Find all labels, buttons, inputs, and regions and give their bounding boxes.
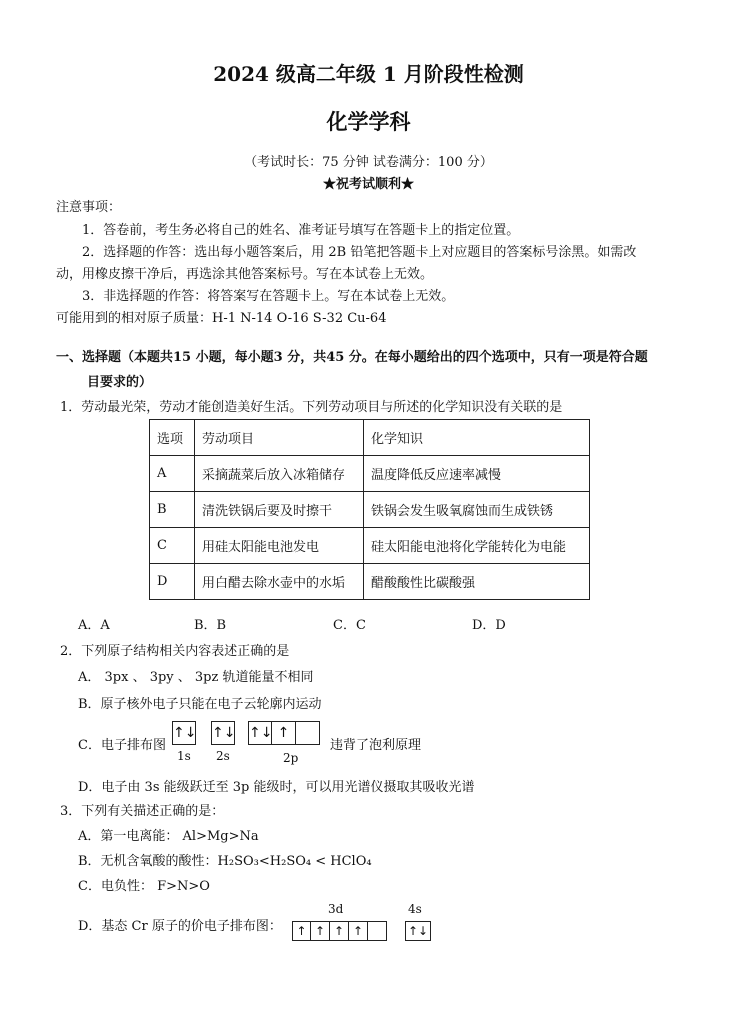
q3-option-c: C．电负性： F>N>O xyxy=(78,879,210,894)
note-item: 2．选择题的作答：选出每小题答案后，用 2B 铅笔把答题卡上对应题目的答案标号涂黑。如需改 xyxy=(82,245,637,260)
table-cell: 醋酸酸性比碳酸强 xyxy=(364,564,590,600)
orbital-box: ↑↓ xyxy=(248,721,272,745)
table-row xyxy=(150,456,590,492)
subject-title: 化学学科 xyxy=(326,109,411,134)
question-2-stem: 2．下列原子结构相关内容表述正确的是 xyxy=(60,644,290,659)
notes-heading: 注意事项： xyxy=(56,200,122,215)
orbital-3d xyxy=(292,921,387,941)
table-cell: B xyxy=(150,492,195,528)
q3-option-b: B．无机含氧酸的酸性：H₂SO₃<H₂SO₄ < HClO₄ xyxy=(78,854,372,869)
orbital-box: ↑ xyxy=(349,921,368,941)
label-3d: 3d xyxy=(328,902,344,916)
question-3-stem: 3．下列有关描述正确的是： xyxy=(60,804,225,819)
orbital-box xyxy=(368,921,387,941)
orbital-box: ↑ xyxy=(311,921,330,941)
note-item: 动，用橡皮擦干净后，再选涂其他答案标号。写在本试卷上无效。 xyxy=(56,267,434,282)
section-heading: 一、选择题（本题共15 小题，每小题3 分，共45 分。在每小题给出的四个选项中，只有一项是符合题 xyxy=(56,350,648,365)
q2-option-c-prefix: C．电子排布图 xyxy=(78,738,166,753)
q2-option-c-suffix: 违背了泡利原理 xyxy=(330,738,422,753)
table-cell: 硅太阳能电池将化学能转化为电能 xyxy=(364,528,590,564)
orbital-2s xyxy=(211,721,235,745)
good-luck-text: ★祝考试顺利★ xyxy=(322,177,414,192)
option-c: C．C xyxy=(333,618,366,633)
orbital-box: ↑↓ xyxy=(405,921,431,941)
section-heading-cont: 目要求的） xyxy=(87,375,153,390)
orbital-4s xyxy=(405,921,431,941)
q3-option-a: A．第一电离能： Al>Mg>Na xyxy=(78,829,259,844)
orbital-box: ↑ xyxy=(272,721,296,745)
option-d: D．D xyxy=(472,618,506,633)
orbital-box: ↑ xyxy=(292,921,311,941)
orbital-2p xyxy=(248,721,320,745)
table-header: 选项 xyxy=(150,420,195,456)
orbital-box: ↑↓ xyxy=(172,721,196,745)
table-cell: C xyxy=(150,528,195,564)
q2-option-b: B．原子核外电子只能在电子云轮廓内运动 xyxy=(78,697,322,712)
exam-info: （考试时长：75 分钟 试卷满分：100 分） xyxy=(244,155,493,170)
table-cell: 用白醋去除水壶中的水垢 xyxy=(195,564,364,600)
option-a: A．A xyxy=(78,618,110,633)
atomic-masses: 可能用到的相对原子质量：H-1 N-14 O-16 S-32 Cu-64 xyxy=(56,311,387,326)
table-cell: 温度降低反应速率减慢 xyxy=(364,456,590,492)
table-cell: A xyxy=(150,456,195,492)
orbital-box: ↑↓ xyxy=(211,721,235,745)
orbital-1s xyxy=(172,721,196,745)
q2-option-d: D．电子由 3s 能级跃迁至 3p 能级时，可以用光谱仪摄取其吸收光谱 xyxy=(78,780,475,795)
table-cell: D xyxy=(150,564,195,600)
table-row xyxy=(150,492,590,528)
label-2p: 2p xyxy=(283,751,299,765)
exam-title: 2024 级高二年级 1 月阶段性检测 xyxy=(213,62,524,86)
table-cell: 清洗铁锅后要及时擦干 xyxy=(195,492,364,528)
question-1-stem: 1．劳动最光荣，劳动才能创造美好生活。下列劳动项目与所述的化学知识没有关联的是 xyxy=(60,400,563,415)
table-row xyxy=(150,564,590,600)
label-2s: 2s xyxy=(216,749,230,763)
note-item: 3．非选择题的作答：将答案写在答题卡上。写在本试卷上无效。 xyxy=(82,289,455,304)
table-cell: 用硅太阳能电池发电 xyxy=(195,528,364,564)
table-row xyxy=(150,528,590,564)
table-header: 劳动项目 xyxy=(195,420,364,456)
note-item: 1．答卷前，考生务必将自己的姓名、准考证号填写在答题卡上的指定位置。 xyxy=(82,223,520,238)
q2-option-a: A． 3px 、 3py 、 3pz 轨道能量不相同 xyxy=(78,670,314,685)
orbital-box xyxy=(296,721,320,745)
label-4s: 4s xyxy=(408,902,422,916)
table-cell: 采摘蔬菜后放入冰箱储存 xyxy=(195,456,364,492)
option-b: B．B xyxy=(194,618,227,633)
orbital-box: ↑ xyxy=(330,921,349,941)
table-header: 化学知识 xyxy=(364,420,590,456)
table-cell: 铁锅会发生吸氧腐蚀而生成铁锈 xyxy=(364,492,590,528)
label-1s: 1s xyxy=(177,749,191,763)
table-header-row xyxy=(150,420,590,456)
question-1-table xyxy=(149,419,590,600)
q3-option-d-prefix: D．基态 Cr 原子的价电子排布图： xyxy=(78,919,282,934)
